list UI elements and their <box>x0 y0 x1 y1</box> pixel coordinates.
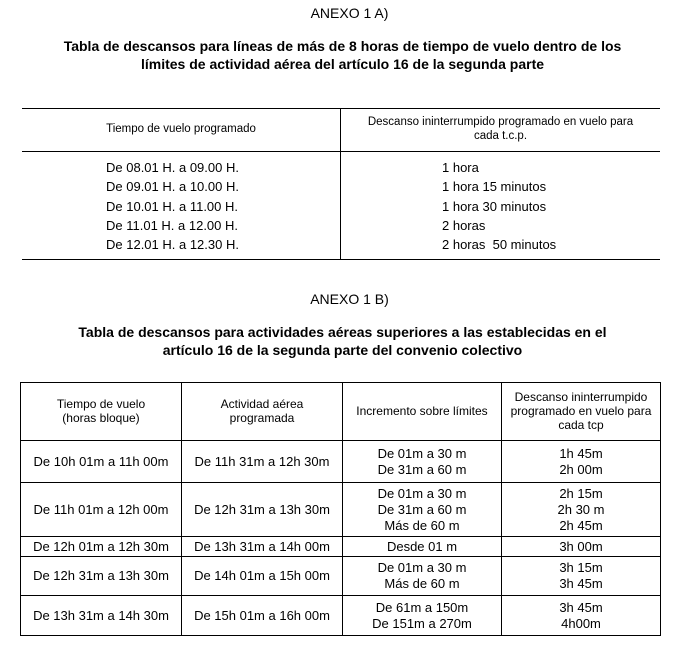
table-b-bottom-rule <box>20 635 661 636</box>
table-b-activity <box>182 596 342 635</box>
table-b-activity-text: De 12h 31m a 13h 30m <box>194 501 330 517</box>
table-b-header-flight-time-line-1: Tiempo de vuelo <box>56 397 146 411</box>
table-b-increment <box>343 441 501 482</box>
table-b-flight-time-text: De 10h 01m a 11h 00m <box>33 453 169 469</box>
table-b-flight-time <box>21 596 181 635</box>
table-row <box>22 235 660 254</box>
table-b-activity <box>182 441 342 482</box>
table-a-rest: 1 hora 15 minutos <box>442 179 547 194</box>
table-b-activity-text: De 11h 31m a 12h 30m <box>194 453 330 469</box>
table-a-header-rule <box>22 151 660 152</box>
table-b-rest-text: 2h 15m <box>559 485 603 501</box>
table-b-rest-text: 1h 45m <box>559 445 603 461</box>
annex-b-title-line-1: Tabla de descansos para actividades aéreas superiores a las establecidas en el <box>78 324 607 340</box>
table-b-increment-text: De 01m a 30 m <box>377 445 467 461</box>
table-b-increment <box>343 483 501 536</box>
table-b-header-rest-line-3: cada tcp <box>558 418 604 432</box>
table-b-rest <box>502 537 660 556</box>
table-b-activity <box>182 537 342 556</box>
table-b-rest-text: 2h 45m <box>559 517 603 533</box>
table-row <box>22 158 660 177</box>
table-b-increment <box>343 537 501 556</box>
annex-b-heading: ANEXO 1 B) <box>310 291 389 307</box>
table-b-flight-time-text: De 13h 31m a 14h 30m <box>33 607 169 623</box>
table-b-rest <box>502 557 660 595</box>
annex-a-heading: ANEXO 1 A) <box>310 5 389 21</box>
table-b-header-rest-line-1: Descanso ininterrumpido <box>514 390 648 404</box>
table-b-header-activity <box>182 382 342 440</box>
table-a-flight-time: De 08.01 H. a 09.00 H. <box>106 160 239 175</box>
table-a-flight-time: De 10.01 H. a 11.00 H. <box>106 199 239 214</box>
table-b-increment-text: De 61m a 150m <box>375 599 469 615</box>
table-b-header-rest-line-2: programado en vuelo para <box>510 404 652 418</box>
table-b-rest <box>502 483 660 536</box>
table-b-activity <box>182 557 342 595</box>
table-b-increment-text: De 31m a 60 m <box>377 461 467 477</box>
table-a-flight-time: De 11.01 H. a 12.00 H. <box>106 218 239 233</box>
table-a-rest: 1 hora 30 minutos <box>442 199 547 214</box>
table-b-header-activity-line-1: Actividad aérea <box>220 397 304 411</box>
table-a-header-rest <box>341 115 660 143</box>
annex-a-title-line-1: Tabla de descansos para líneas de más de 8 horas de tiempo de vuelo dentro de los <box>63 38 622 54</box>
table-b-flight-time-text: De 11h 01m a 12h 00m <box>33 501 169 517</box>
table-b-increment-text: De 151m a 270m <box>372 615 472 631</box>
table-b-header-increment <box>343 382 501 440</box>
table-b-activity-text: De 14h 01m a 15h 00m <box>194 568 330 583</box>
table-b-increment-text: De 01m a 30 m <box>377 485 467 501</box>
table-b-rest-text: 3h 15m <box>559 560 603 575</box>
table-b-activity-text: De 13h 31m a 14h 00m <box>194 538 330 554</box>
table-b-flight-time <box>21 441 181 482</box>
table-b-increment <box>343 557 501 595</box>
table-b-increment <box>343 596 501 635</box>
table-b-activity-text: De 15h 01m a 16h 00m <box>194 607 330 623</box>
table-b-increment-text: De 31m a 60 m <box>377 501 467 517</box>
table-b-rest-text: 4h00m <box>561 615 601 631</box>
table-b-rest-text: 3h 45m <box>559 576 603 591</box>
table-b-header-increment-text: Incremento sobre límites <box>356 404 488 418</box>
table-a-bottom-rule <box>22 259 660 260</box>
table-a-top-rule <box>22 108 660 109</box>
table-b-rest <box>502 596 660 635</box>
table-b-increment-text: Más de 60 m <box>384 517 460 533</box>
table-row <box>22 216 660 235</box>
table-b-increment-text: De 01m a 30 m <box>377 560 467 575</box>
table-b-rest-text: 3h 00m <box>559 538 603 554</box>
table-b-increment-text: Más de 60 m <box>384 576 460 591</box>
table-a-rest: 1 hora <box>442 160 479 175</box>
table-row <box>22 197 660 216</box>
annex-b-title <box>20 323 665 359</box>
table-b-rest-text: 3h 45m <box>559 599 603 615</box>
table-a-rest: 2 horas <box>442 218 486 233</box>
table-row <box>22 177 660 196</box>
table-b-rest-text: 2h 30 m <box>557 501 605 517</box>
table-a-header-rest-line-2: cada t.c.p. <box>473 130 528 142</box>
table-b-flight-time-text: De 12h 01m a 12h 30m <box>33 538 169 554</box>
table-a-flight-time: De 12.01 H. a 12.30 H. <box>106 237 239 252</box>
table-b-flight-time <box>21 537 181 556</box>
table-b-rest-text: 2h 00m <box>559 461 603 477</box>
table-a-flight-time: De 09.01 H. a 10.00 H. <box>106 179 239 194</box>
annex-a-title <box>20 37 665 73</box>
table-b-flight-time-text: De 12h 31m a 13h 30m <box>33 568 169 583</box>
table-b-right-border <box>660 382 661 635</box>
annex-b-title-line-2: artículo 16 de la segunda parte del convenio colectivo <box>162 342 523 358</box>
table-a-rest: 2 horas 50 minutos <box>442 237 557 252</box>
table-b-rest <box>502 441 660 482</box>
annex-a-title-line-2: límites de actividad aérea del artículo 16 de la segunda parte <box>140 56 545 72</box>
table-b-header-flight-time <box>21 382 181 440</box>
table-a-header-flight-time: Tiempo de vuelo programado <box>106 123 256 135</box>
table-b-flight-time <box>21 557 181 595</box>
table-b-activity <box>182 483 342 536</box>
table-b-header-activity-line-2: programada <box>229 411 295 425</box>
table-b-header-flight-time-line-2: (horas bloque) <box>62 411 140 425</box>
table-b-header-rest <box>502 382 660 440</box>
table-a-header-rest-line-1: Descanso ininterrumpido programado en vuelo para <box>367 116 634 128</box>
table-b-increment-text: Desde 01 m <box>386 538 458 554</box>
table-b-flight-time <box>21 483 181 536</box>
